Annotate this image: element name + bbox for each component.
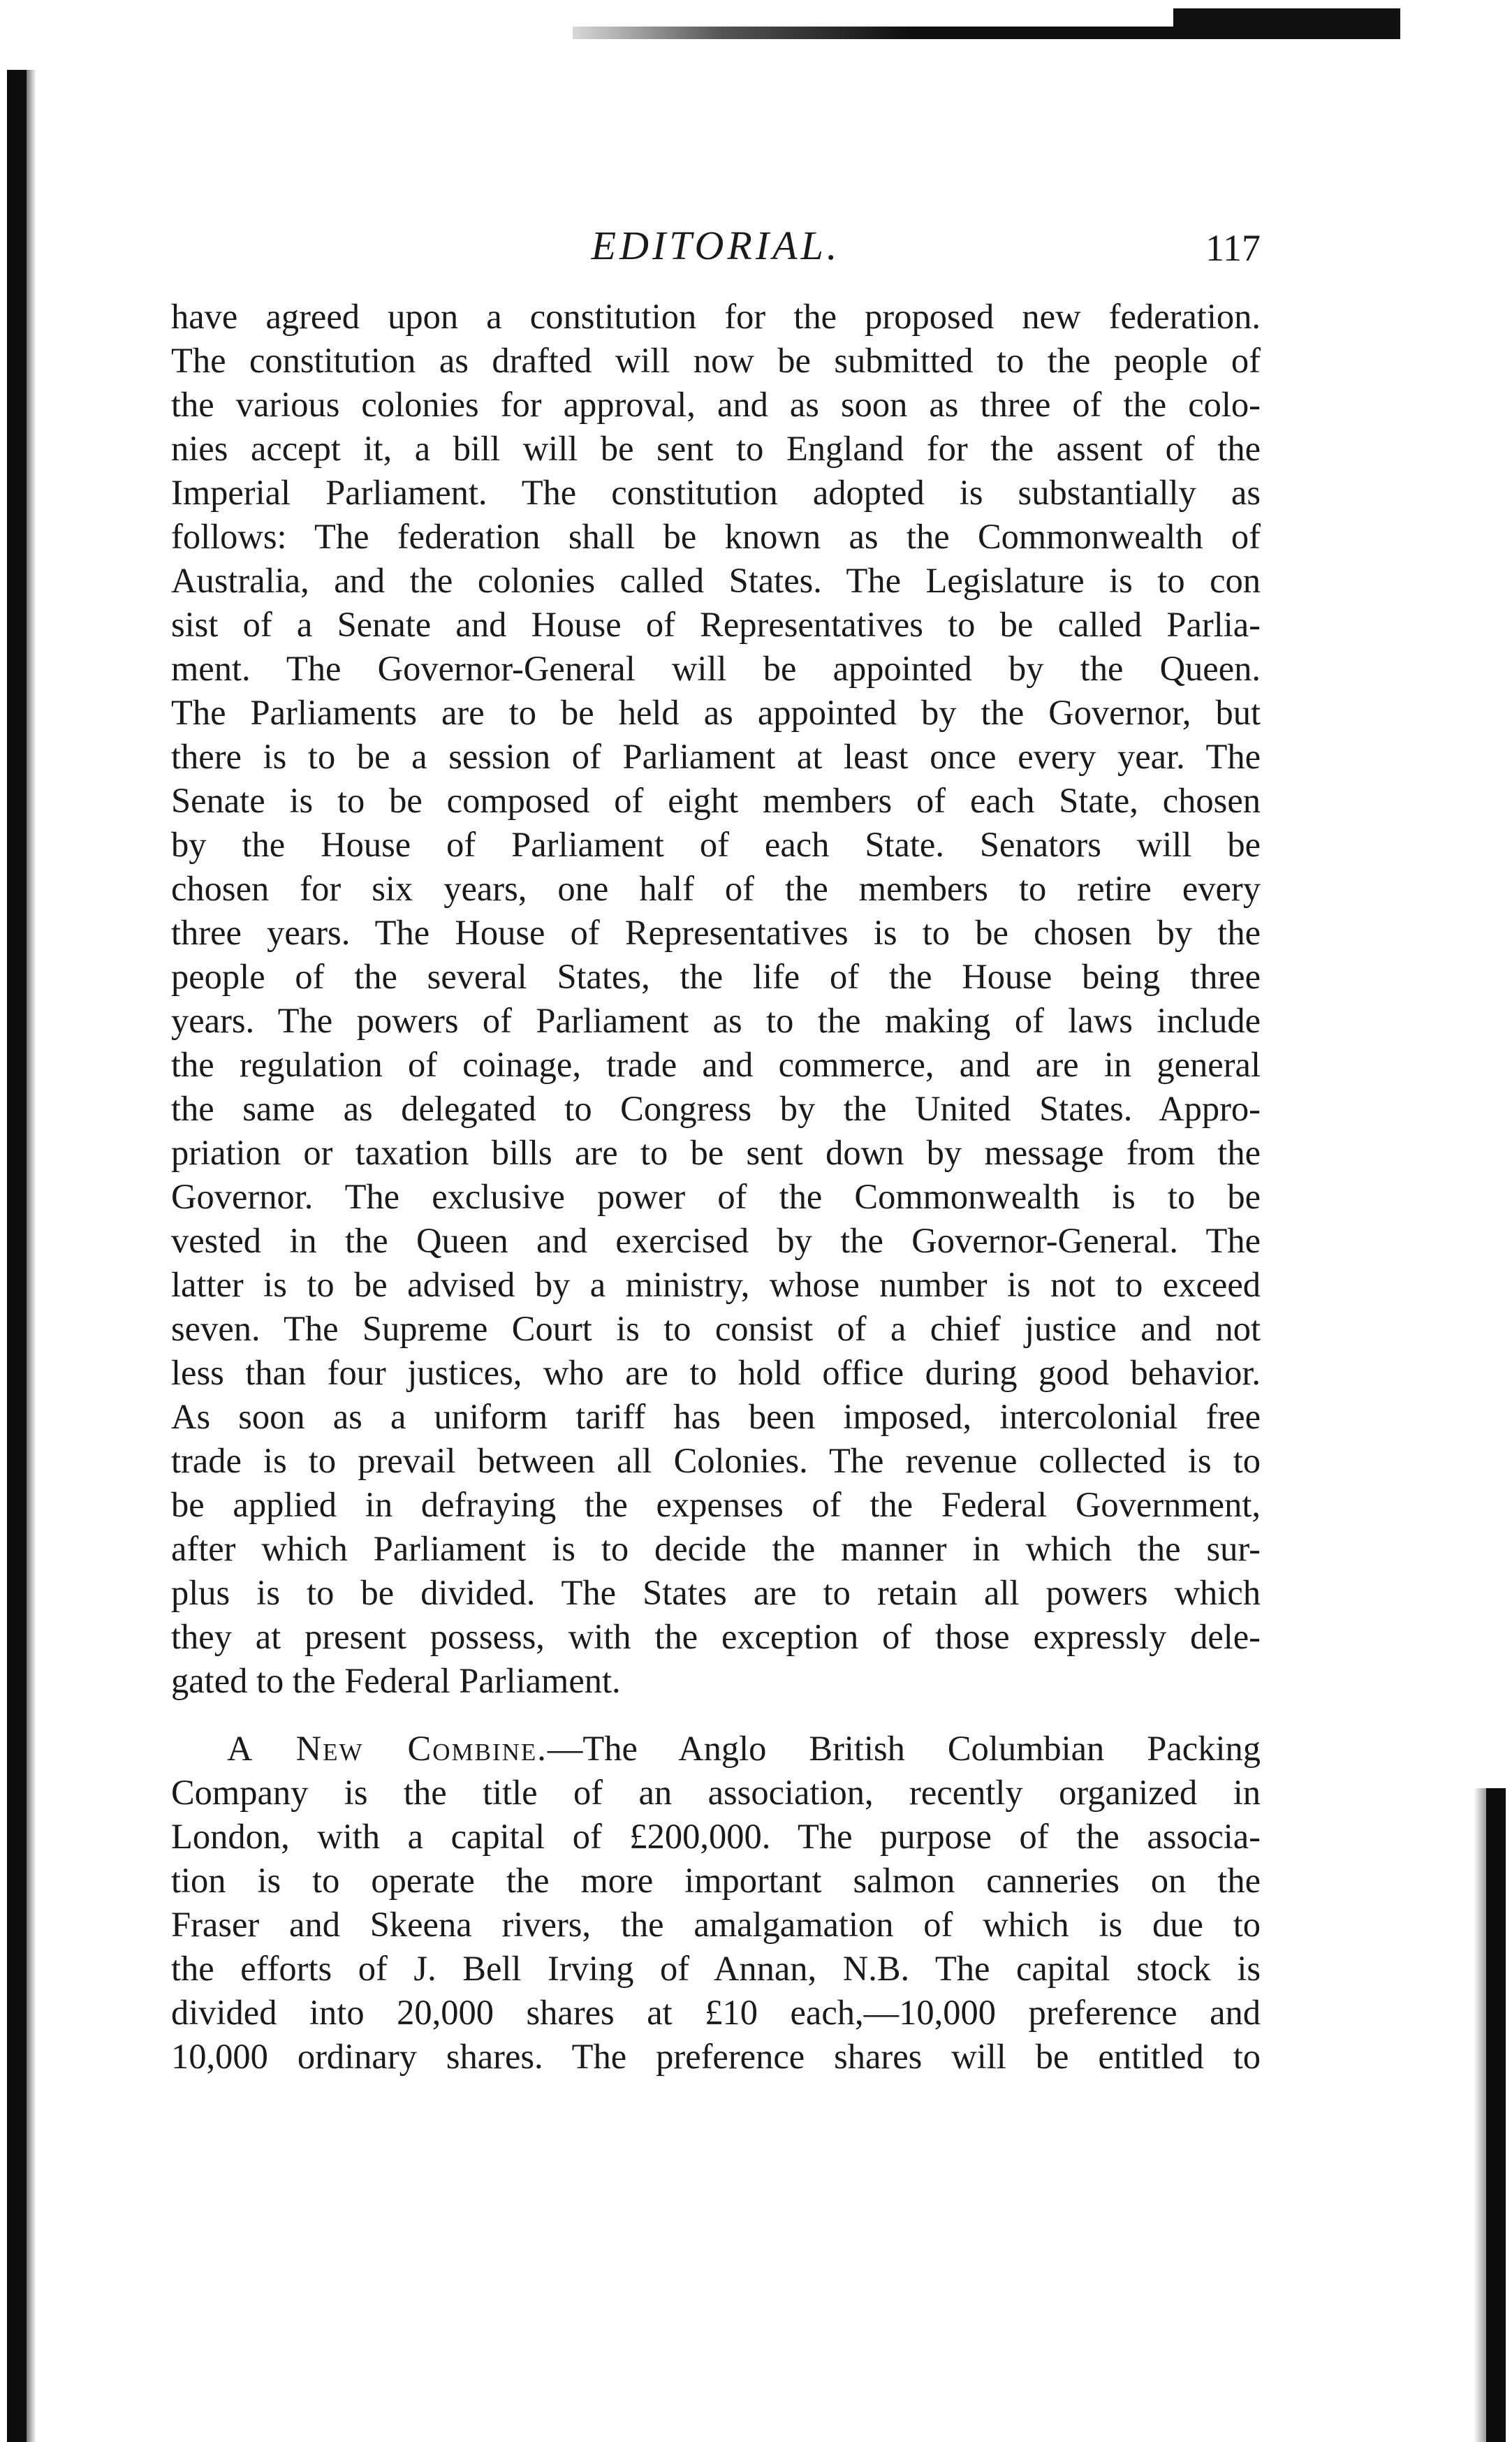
text-line: Senate is to be composed of eight members of each State, chosen bbox=[171, 781, 1261, 820]
text-line: have agreed upon a constitution for the proposed new federation. bbox=[171, 297, 1261, 336]
scan-left-edge bbox=[7, 70, 27, 2442]
scan-left-edge-shadow bbox=[27, 70, 36, 2442]
scan-top-rule bbox=[573, 27, 1400, 39]
text-line: there is to be a session of Parliament at least once every year. The bbox=[171, 737, 1261, 776]
text-line: less than four justices, who are to hold office during good behavior. bbox=[171, 1353, 1261, 1392]
text-line: the regulation of coinage, trade and commerce, and are in general bbox=[171, 1045, 1261, 1084]
page-body bbox=[171, 295, 1261, 2079]
text-line: trade is to prevail between all Colonies. The revenue collected is to bbox=[171, 1441, 1261, 1480]
text-line: tion is to operate the more important salmon canneries on the bbox=[171, 1861, 1261, 1900]
text-line: priation or taxation bills are to be sent down by message from the bbox=[171, 1133, 1261, 1172]
text-line-lead bbox=[171, 1727, 1261, 1771]
text-line: chosen for six years, one half of the members to retire every bbox=[171, 869, 1261, 908]
text-line: As soon as a uniform tariff has been imposed, intercolonial free bbox=[171, 1397, 1261, 1436]
text-line: they at present possess, with the exception of those expressly dele- bbox=[171, 1617, 1261, 1656]
text-line: the same as delegated to Congress by the United States. Appro- bbox=[171, 1089, 1261, 1128]
text-line: Fraser and Skeena rivers, the amalgamation of which is due to bbox=[171, 1905, 1261, 1944]
scan-right-edge bbox=[1486, 1788, 1506, 2442]
text-line: Governor. The exclusive power of the Commonwealth is to be bbox=[171, 1177, 1261, 1216]
text-line: years. The powers of Parliament as to the making of laws include bbox=[171, 1001, 1261, 1040]
text-line: be applied in defraying the expenses of the Federal Government, bbox=[171, 1485, 1261, 1524]
text-line: Company is the title of an association, recently organized in bbox=[171, 1773, 1261, 1812]
text-line: Imperial Parliament. The constitution adopted is substantially as bbox=[171, 473, 1261, 512]
text-line: three years. The House of Representatives is to be chosen by the bbox=[171, 913, 1261, 952]
text-line: gated to the Federal Parliament. bbox=[171, 1661, 621, 1700]
text-line: after which Parliament is to decide the manner in which the sur- bbox=[171, 1529, 1261, 1568]
text-line: ment. The Governor-General will be appointed by the Queen. bbox=[171, 649, 1261, 688]
text-line: nies accept it, a bill will be sent to England for the assent of the bbox=[171, 429, 1261, 468]
paragraph-federation bbox=[171, 295, 1261, 1703]
paragraph-new-combine bbox=[171, 1727, 1261, 2079]
text-line: seven. The Supreme Court is to consist of a chief justice and not bbox=[171, 1309, 1261, 1348]
page-header bbox=[171, 222, 1261, 285]
text-line: plus is to be divided. The States are to retain all powers which bbox=[171, 1573, 1261, 1612]
text-line: people of the several States, the life of the House being three bbox=[171, 957, 1261, 996]
page-number: 117 bbox=[1205, 227, 1261, 269]
text-line: Australia, and the colonies called States. The Legislature is to con bbox=[171, 561, 1261, 600]
text-line: the efforts of J. Bell Irving of Annan, N.B. The capital stock is bbox=[171, 1949, 1261, 1988]
text-line: by the House of Parliament of each State. Senators will be bbox=[171, 825, 1261, 864]
text-line: sist of a Senate and House of Representatives to be called Parlia- bbox=[171, 605, 1261, 644]
lead-text: —The Anglo British Columbian Packing bbox=[547, 1729, 1261, 1768]
text-line: 10,000 ordinary shares. The preference shares will be entitled to bbox=[171, 2037, 1261, 2076]
text-line: latter is to be advised by a ministry, whose number is not to exceed bbox=[171, 1265, 1261, 1304]
text-line: London, with a capital of £200,000. The purpose of the associa- bbox=[171, 1817, 1261, 1856]
running-title: EDITORIAL. bbox=[591, 223, 841, 268]
text-line: The constitution as drafted will now be submitted to the people of bbox=[171, 341, 1261, 380]
section-heading: A New Combine. bbox=[227, 1729, 548, 1768]
text-line: the various colonies for approval, and as soon as three of the colo- bbox=[171, 385, 1261, 424]
text-line: vested in the Queen and exercised by the Governor-General. The bbox=[171, 1221, 1261, 1260]
scan-right-edge-shadow bbox=[1474, 1788, 1486, 2442]
paragraph-spacer bbox=[171, 1703, 1261, 1727]
text-line: follows: The federation shall be known as the Commonwealth of bbox=[171, 517, 1261, 556]
text-line: The Parliaments are to be held as appointed by the Governor, but bbox=[171, 693, 1261, 732]
text-line: divided into 20,000 shares at £10 each,—10,000 preference and bbox=[171, 1993, 1261, 2032]
